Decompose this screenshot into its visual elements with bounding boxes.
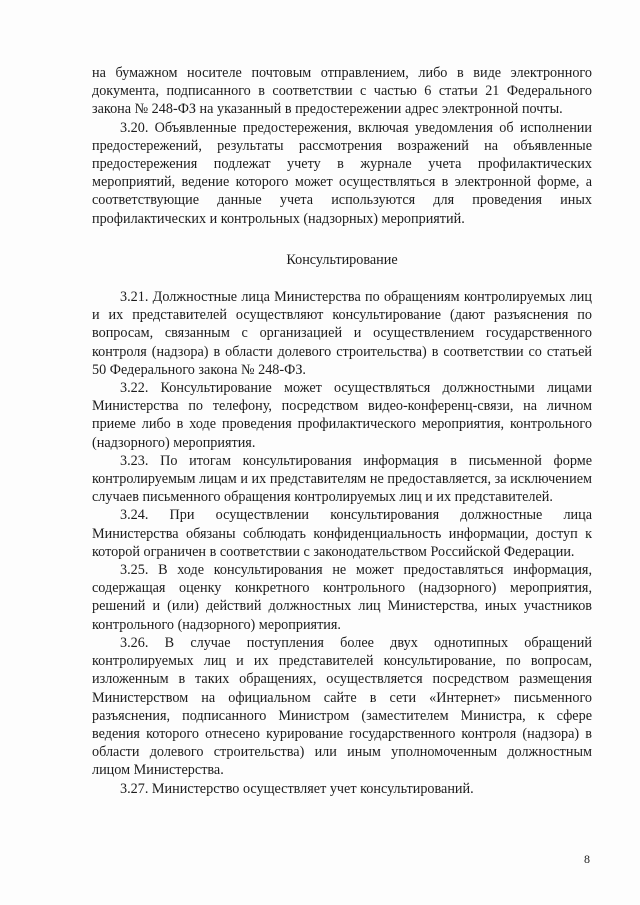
paragraph-3-27: 3.27. Министерство осуществляет учет консультирований. <box>120 780 474 797</box>
section-heading: Консультирование <box>286 251 398 268</box>
page-number: 8 <box>584 852 590 866</box>
paragraph-3-21: 3.21. Должностные лица Министерства по обращениям контролируемых лиц и их представителей осуществляют консультирование (дают разъяснения по вопросам, связанным с организацией и осуществлением государственного контроля (надзора) в области долевого строительства) в соответствии со статьей 50 Федерального закона № 248-ФЗ. <box>92 289 592 378</box>
paragraph-3-20: 3.20. Объявленные предостережения, включая уведомления об исполнении предостережений, результаты рассмотрения возражений на объявленные предостережения подлежат учету в журнале учета профилактических мероприятий, ведение которого может осуществляться в электронной форме, а соответствующие данные учета используются для проведения иных профилактических и контрольных (надзорных) мероприятий. <box>92 119 592 227</box>
paragraph-3-26: 3.26. В случае поступления более двух однотипных обращений контролируемых лиц и их представителей консультирование, по вопросам, изложенным в таких обращениях, осуществляется посредством размещения Министерством на официальном сайте в сети «Интернет» письменного разъяснения, подписанного Министром (заместителем Министра, к сфере ведения которого отнесено курирование государственного контроля (надзора) в области долевого строительства) или иным уполномоченным должностным лицом Министерства. <box>92 634 592 779</box>
paragraph-3-22: 3.22. Консультирование может осуществляться должностными лицами Министерства по телефону, посредством видео-конференц-связи, на личном приеме либо в ходе проведения профилактического мероприятия, контрольного (надзорного) мероприятия. <box>92 380 592 451</box>
paragraph-3-23: 3.23. По итогам консультирования информация в письменной форме контролируемым лицам и их представителям не предоставляется, за исключением случаев письменного обращения контролируемых лиц и их представителей. <box>92 452 592 506</box>
paragraph-3-25: 3.25. В ходе консультирования не может предоставляться информация, содержащая оценку конкретного контрольного (надзорного) мероприятия, решений и (или) действий должностных лиц Министерства, иных участников контрольного (надзорного) мероприятия. <box>92 562 592 633</box>
paragraph-continuation: на бумажном носителе почтовым отправлением, либо в виде электронного документа, подписанного в соответствии с частью 6 статьи 21 Федерального закона № 248-ФЗ на указанный в предостережении адрес электронной почты. <box>92 65 592 118</box>
document-body <box>92 64 592 798</box>
paragraph-3-24: 3.24. При осуществлении консультирования должностные лица Министерства обязаны соблюдать конфиденциальность информации, доступ к которой ограничен в соответствии с законодательством Российской Федерации. <box>92 507 592 560</box>
